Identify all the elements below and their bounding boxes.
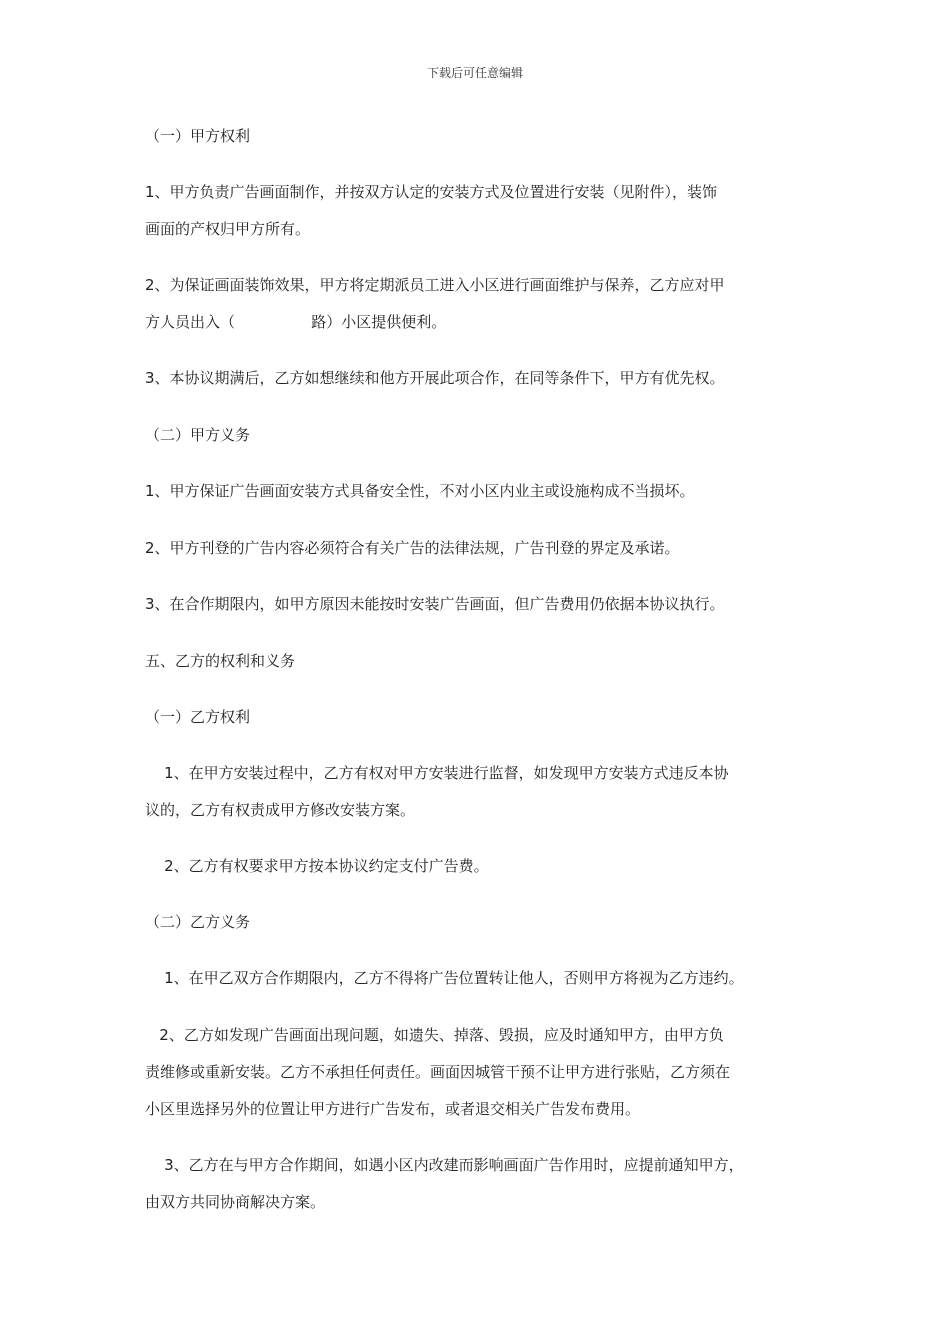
- paragraph-line: 1、甲方保证广告画面安装方式具备安全性，不对小区内业主或设施构成不当损坏。: [145, 482, 695, 500]
- paragraph-line: 议的，乙方有权责成甲方修改安装方案。: [145, 801, 416, 819]
- section-heading-party-a-rights: （一）甲方权利: [145, 127, 251, 145]
- paragraph-line: 1、甲方负责广告画面制作，并按双方认定的安装方式及位置进行安装（见附件），装饰: [145, 183, 718, 201]
- paragraph-line: 2、乙方如发现广告画面出现问题，如遗失、掉落、毁损，应及时通知甲方，由甲方负: [145, 1026, 724, 1044]
- section-heading-party-b-rights: （一）乙方权利: [145, 708, 251, 726]
- paragraph-line: 2、乙方有权要求甲方按本协议约定支付广告费。: [145, 857, 489, 875]
- section-heading-party-a-obligations: （二）甲方义务: [145, 426, 251, 444]
- section-heading-party-b-rights-obligations: 五、乙方的权利和义务: [145, 652, 296, 670]
- paragraph-line: 由双方共同协商解决方案。: [145, 1193, 326, 1211]
- paragraph-line: 画面的产权归甲方所有。: [145, 220, 311, 238]
- paragraph-line: 小区里选择另外的位置让甲方进行广告发布，或者退交相关广告发布费用。: [145, 1100, 641, 1118]
- paragraph-line: 2、为保证画面装饰效果，甲方将定期派员工进入小区进行画面维护与保养，乙方应对甲: [145, 276, 725, 294]
- paragraph-line: 3、本协议期满后，乙方如想继续和他方开展此项合作，在同等条件下，甲方有优先权。: [145, 369, 725, 387]
- paragraph-line: 1、在甲方安装过程中，乙方有权对甲方安装进行监督，如发现甲方安装方式违反本协: [145, 764, 729, 782]
- page-header: 下载后可任意编辑: [426, 66, 523, 80]
- paragraph-line: 3、在合作期限内，如甲方原因未能按时安装广告画面，但广告费用仍依据本协议执行。: [145, 595, 725, 613]
- paragraph-line: 2、甲方刊登的广告内容必须符合有关广告的法律法规，广告刊登的界定及承诺。: [145, 539, 680, 557]
- paragraph-line: 方人员出入（ 路）小区提供便利。: [145, 313, 447, 331]
- paragraph-line: 1、在甲乙双方合作期限内，乙方不得将广告位置转让他人，否则甲方将视为乙方违约。: [145, 969, 744, 987]
- section-heading-party-b-obligations: （二）乙方义务: [145, 913, 251, 931]
- paragraph-line: 责维修或重新安装。乙方不承担任何责任。画面因城管干预不让甲方进行张贴，乙方须在: [145, 1063, 731, 1081]
- paragraph-line: 3、乙方在与甲方合作期间，如遇小区内改建而影响画面广告作用时，应提前通知甲方，: [145, 1156, 744, 1174]
